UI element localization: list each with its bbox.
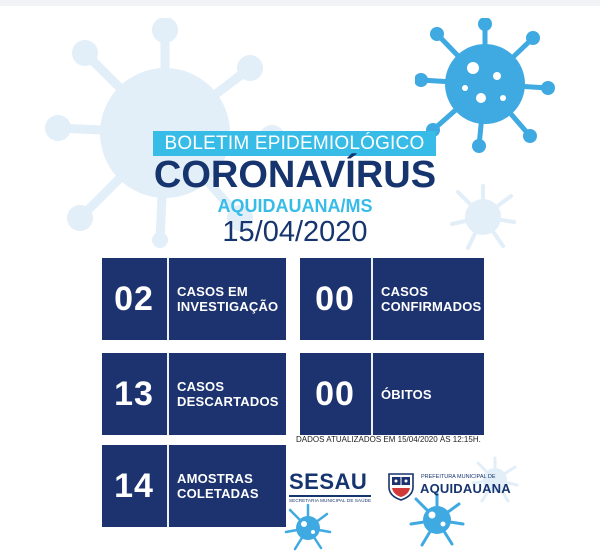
stat-divider <box>371 352 373 436</box>
prefeitura-title: AQUIDAUANA <box>420 481 511 496</box>
stat-value: 02 <box>114 279 154 318</box>
update-footnote: DADOS ATUALIZADOS EM 15/04/2020 ÀS 12:15H. <box>296 435 481 444</box>
bulletin-ribbon: BOLETIM EPIDEMIOLÓGICO <box>153 131 436 156</box>
stat-divider <box>167 444 169 528</box>
city-label: AQUIDAUANA/MS <box>217 196 373 216</box>
stat-value: 00 <box>315 374 355 413</box>
stat-label: CASOS CONFIRMADOS <box>381 284 482 314</box>
stat-value: 13 <box>114 374 154 413</box>
stat-label: CASOS EM INVESTIGAÇÃO <box>177 284 279 314</box>
sesau-logo <box>289 471 373 504</box>
stat-value: 14 <box>114 466 154 505</box>
stat-value: 00 <box>315 279 355 318</box>
stat-divider <box>167 257 169 341</box>
bulletin-date: 15/04/2020 <box>222 216 368 248</box>
stat-card-confirmed <box>299 257 485 341</box>
virus-illustration-bottom-left-icon <box>283 502 333 551</box>
top-band <box>0 0 600 6</box>
stat-label: AMOSTRAS COLETADAS <box>177 471 259 501</box>
page-title: CORONAVÍRUS <box>153 154 437 196</box>
stat-label: CASOS DESCARTADOS <box>177 379 279 409</box>
prefeitura-subtitle: PREFEITURA MUNICIPAL DE <box>421 474 496 480</box>
sesau-subtitle: SECRETARIA MUNICIPAL DE SAÚDE <box>289 498 372 503</box>
stat-card-investigation <box>101 257 287 341</box>
virus-illustration-icon <box>415 18 555 153</box>
sesau-title: SESAU <box>289 469 368 494</box>
stat-card-samples <box>101 444 287 528</box>
stat-card-deaths <box>299 352 485 436</box>
stat-divider <box>167 352 169 436</box>
municipal-crest-icon <box>385 471 417 501</box>
prefeitura-logo <box>385 469 515 503</box>
stat-card-discarded <box>101 352 287 436</box>
stat-label: ÓBITOS <box>381 386 432 402</box>
stat-divider <box>371 257 373 341</box>
